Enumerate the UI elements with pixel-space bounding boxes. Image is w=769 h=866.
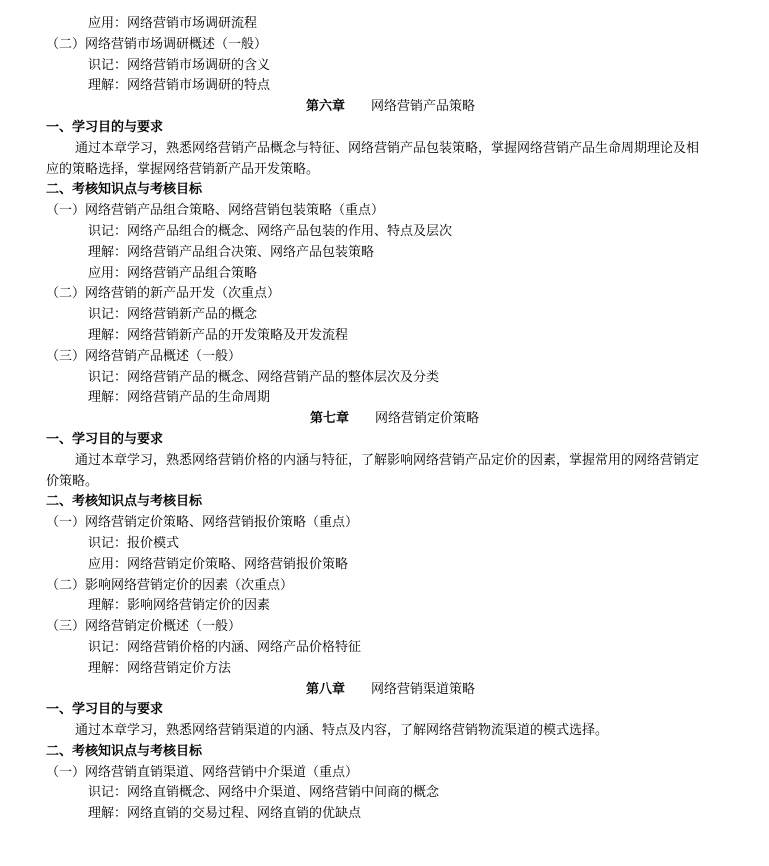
outline-item: 应用：网络营销产品组合策略 <box>88 265 258 281</box>
subsection-heading: （一）网络营销直销渠道、网络营销中介渠道（重点） <box>46 764 359 780</box>
section-heading: 一、学习目的与要求 <box>46 119 164 135</box>
chapter-number: 第七章 <box>310 411 350 427</box>
outline-item: 理解：网络营销产品组合决策、网络产品包装策略 <box>88 244 375 260</box>
outline-item: 识记：网络营销新产品的概念 <box>88 307 258 323</box>
paragraph-continuation: 应的策略选择，掌握网络营销新产品开发策略。 <box>46 161 320 177</box>
paragraph-text: 通过本章学习，熟悉网络营销渠道的内涵、特点及内容，了解网络营销物流渠道的模式选择。 <box>75 723 609 739</box>
section-heading: 二、考核知识点与考核目标 <box>46 182 203 198</box>
paragraph-text: 通过本章学习，熟悉网络营销价格的内涵与特征，了解影响网络营销产品定价的因素，掌握常用的网络营销定 <box>75 452 700 468</box>
outline-item: 理解：网络营销新产品的开发策略及开发流程 <box>88 327 349 343</box>
chapter-title: 网络营销渠道策略 <box>371 681 476 697</box>
outline-item: 理解：网络营销市场调研的特点 <box>88 78 271 94</box>
paragraph-continuation: 价策略。 <box>46 473 99 489</box>
outline-item: 理解：影响网络营销定价的因素 <box>88 598 271 614</box>
chapter-number: 第六章 <box>306 99 346 115</box>
outline-item: 应用：网络营销定价策略、网络营销报价策略 <box>88 556 349 572</box>
outline-item: 理解：网络直销的交易过程、网络直销的优缺点 <box>88 806 362 822</box>
subsection-heading: （三）网络营销定价概述（一般） <box>46 619 242 635</box>
chapter-heading <box>0 97 769 118</box>
chapter-title: 网络营销定价策略 <box>375 411 480 427</box>
paragraph-text: 通过本章学习，熟悉网络营销产品概念与特征、网络营销产品包装策略，掌握网络营销产品生命周期理论及相 <box>75 140 700 156</box>
section-heading: 一、学习目的与要求 <box>46 431 164 447</box>
subsection-heading: （三）网络营销产品概述（一般） <box>46 348 242 364</box>
outline-item: 识记：报价模式 <box>88 535 180 551</box>
outline-item: 识记：网络营销价格的内涵、网络产品价格特征 <box>88 639 362 655</box>
subsection-heading: （二）网络营销市场调研概述（一般） <box>46 36 268 52</box>
outline-item: 识记：网络产品组合的概念、网络产品包装的作用、特点及层次 <box>88 223 453 239</box>
outline-item: 理解：网络营销产品的生命周期 <box>88 390 271 406</box>
document-page <box>0 14 769 825</box>
section-heading: 二、考核知识点与考核目标 <box>46 494 203 510</box>
chapter-number: 第八章 <box>306 681 346 697</box>
outline-item: 识记：网络直销概念、网络中介渠道、网络营销中间商的概念 <box>88 785 440 801</box>
subsection-heading: （一）网络营销定价策略、网络营销报价策略（重点） <box>46 515 359 531</box>
subsection-heading: （一）网络营销产品组合策略、网络营销包装策略（重点） <box>46 203 385 219</box>
outline-item: 识记：网络营销市场调研的含义 <box>88 57 271 73</box>
chapter-heading <box>0 680 769 701</box>
section-heading: 一、学习目的与要求 <box>46 702 164 718</box>
subsection-heading: （二）影响网络营销定价的因素（次重点） <box>46 577 294 593</box>
chapter-heading <box>0 409 769 430</box>
outline-item: 理解：网络营销定价方法 <box>88 660 232 676</box>
section-heading: 二、考核知识点与考核目标 <box>46 743 203 759</box>
outline-item: 识记：网络营销产品的概念、网络营销产品的整体层次及分类 <box>88 369 440 385</box>
subsection-heading: （二）网络营销的新产品开发（次重点） <box>46 286 281 302</box>
outline-item: 应用：网络营销市场调研流程 <box>88 16 258 31</box>
chapter-title: 网络营销产品策略 <box>371 99 476 115</box>
